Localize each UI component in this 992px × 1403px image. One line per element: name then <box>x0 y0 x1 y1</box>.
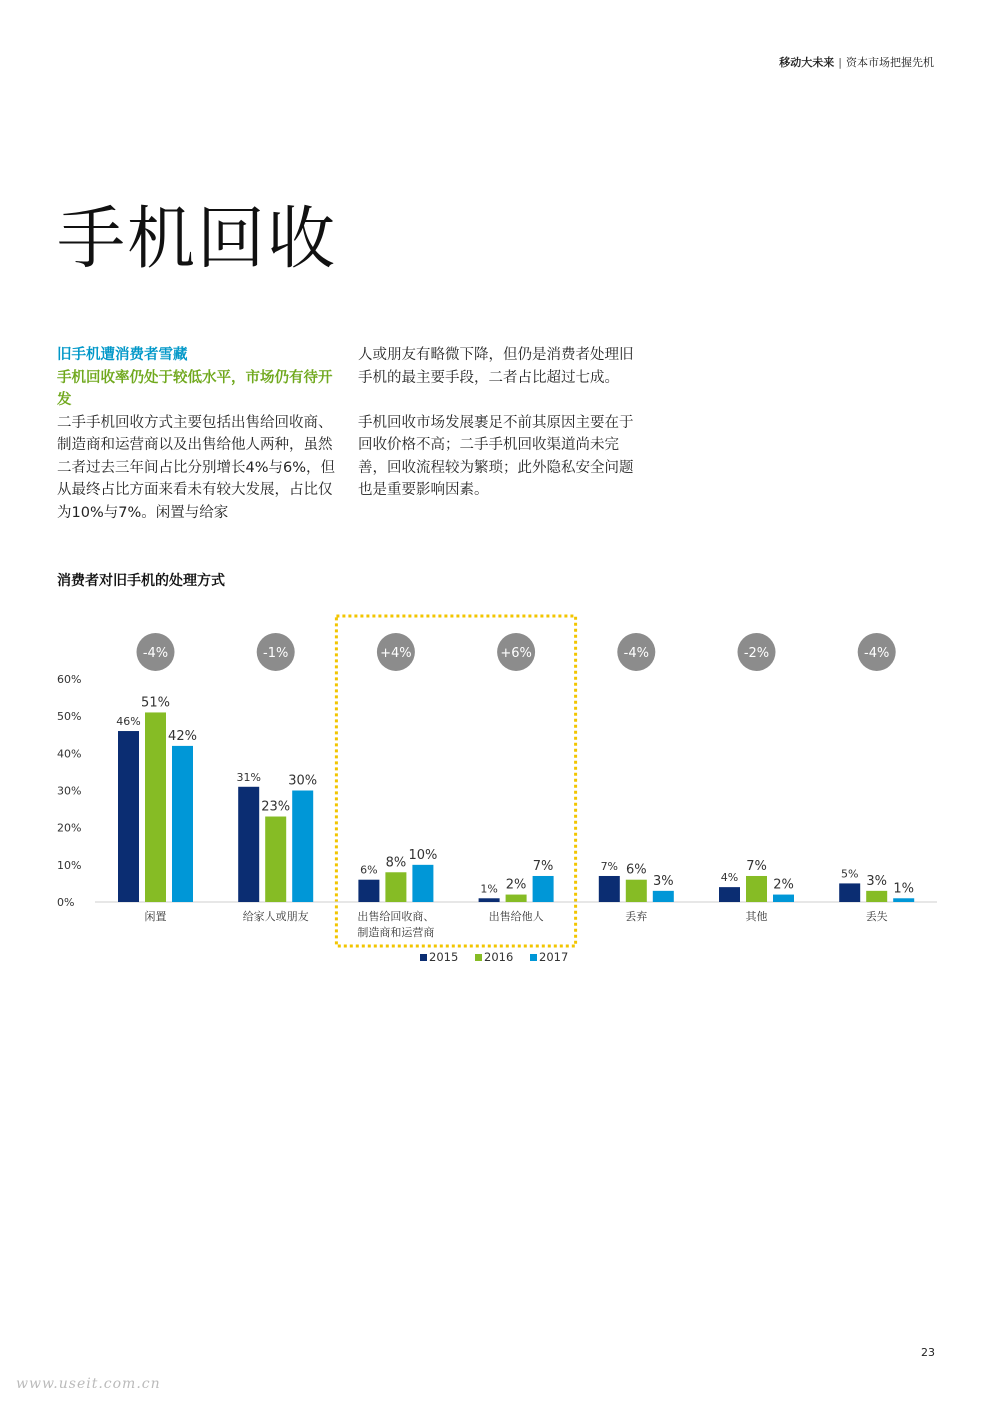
category-label: 丢失 <box>865 910 888 923</box>
bar-value-label: 30% <box>288 773 318 789</box>
category-label: 出售给他人 <box>488 910 544 923</box>
bar-value-label: 1% <box>893 881 915 897</box>
bar-value-label: 8% <box>385 855 407 871</box>
y-tick-label: 10% <box>57 858 82 872</box>
bar-value-label: 3% <box>866 873 888 889</box>
watermark: www.useit.com.cn <box>16 1376 161 1392</box>
bar-value-label: 7% <box>746 858 767 874</box>
header-section-title: 移动大未来 <box>779 56 835 69</box>
header-separator: | <box>838 56 842 69</box>
legend-swatch <box>420 954 427 961</box>
change-badge-label: -4% <box>864 646 890 661</box>
bar <box>118 731 139 902</box>
bar <box>412 865 433 902</box>
change-badge-label: -1% <box>263 646 289 661</box>
bar <box>358 880 379 902</box>
running-header <box>779 54 934 70</box>
change-badge-label: -2% <box>743 646 770 661</box>
category-label: 给家人或朋友 <box>242 910 309 923</box>
bar <box>385 872 406 902</box>
bar <box>145 712 166 902</box>
y-tick-label: 0% <box>57 896 75 909</box>
bar <box>746 876 767 902</box>
bar-value-label: 6% <box>625 862 647 878</box>
bar-value-label: 42% <box>168 728 197 744</box>
chart-title: 消费者对旧手机的处理方式 <box>57 573 225 589</box>
bar <box>626 880 647 902</box>
bar-value-label: 51% <box>141 695 170 711</box>
bar-value-label: 31% <box>236 770 261 784</box>
category-label: 闲置 <box>144 910 167 923</box>
bar-value-label: 5% <box>840 867 859 881</box>
y-tick-label: 40% <box>57 747 82 761</box>
page-title: 手机回收 <box>57 200 338 279</box>
legend-label: 2016 <box>484 950 514 964</box>
bar <box>292 791 313 903</box>
bar-value-label: 46% <box>116 715 141 729</box>
page-number: 23 <box>921 1346 935 1359</box>
y-tick-label: 20% <box>57 821 82 835</box>
left-text-column <box>57 344 335 524</box>
bar <box>479 898 500 902</box>
bar-value-label: 7% <box>600 859 619 873</box>
legend-label: 2017 <box>539 950 569 964</box>
bar <box>719 887 740 902</box>
section-subtitle-secondary: 手机回收率仍处于较低水平，市场仍有待开发 <box>57 369 333 408</box>
category-label: 丢弃 <box>625 910 648 923</box>
bar-value-label: 10% <box>408 847 438 863</box>
bar <box>506 895 527 902</box>
legend-label: 2015 <box>429 950 459 964</box>
bar-value-label: 3% <box>652 873 674 889</box>
bar-value-label: 1% <box>480 882 498 896</box>
bar <box>653 891 674 902</box>
bar <box>265 817 286 902</box>
bar-value-label: 7% <box>532 858 554 874</box>
bar <box>533 876 554 902</box>
body-paragraph-left: 二手手机回收方式主要包括出售给回收商、制造商和运营商以及出售给他人两种，虽然二者过去三年间占比分别增长4%与6%，但从最终占比方面来看未有较大发展，占比仅为10%与7%。闲置与给家 <box>57 414 336 521</box>
y-tick-label: 30% <box>57 784 82 798</box>
body-paragraph-right-2: 手机回收市场发展裹足不前其原因主要在于回收价格不高；二手手机回收渠道尚未完善，回收流程较为繁琐；此外隐私安全问题也是重要影响因素。 <box>358 414 634 498</box>
bar <box>839 883 860 902</box>
body-paragraph-right-1: 人或朋友有略微下降，但仍是消费者处理旧手机的最主要手段，二者占比超过七成。 <box>358 347 634 386</box>
bar <box>893 898 914 902</box>
y-tick-label: 50% <box>57 710 82 724</box>
legend-swatch <box>530 954 537 961</box>
bar-value-label: 4% <box>720 871 739 885</box>
category-label: 出售给回收商、 <box>357 910 435 923</box>
bar-chart <box>0 600 992 980</box>
bar <box>238 787 259 902</box>
bar <box>773 895 794 902</box>
right-text-column <box>358 344 643 502</box>
bar-value-label: 23% <box>261 799 291 815</box>
category-label: 其他 <box>745 910 768 923</box>
change-badge-label: -4% <box>142 646 169 661</box>
change-badge-label: +4% <box>380 646 412 661</box>
bar-value-label: 6% <box>360 863 378 877</box>
section-subtitle-primary: 旧手机遭消费者雪藏 <box>57 347 188 363</box>
change-badge-label: +6% <box>500 646 532 661</box>
change-badge-label: -4% <box>623 646 649 661</box>
category-label: 制造商和运营商 <box>357 926 435 939</box>
header-report-title: 资本市场把握先机 <box>846 56 934 69</box>
bar-value-label: 2% <box>773 877 794 893</box>
bar <box>172 746 193 902</box>
bar <box>599 876 620 902</box>
y-tick-label: 60% <box>57 673 82 686</box>
bar <box>866 891 887 902</box>
bar-value-label: 2% <box>505 877 527 893</box>
legend-swatch <box>475 954 482 961</box>
